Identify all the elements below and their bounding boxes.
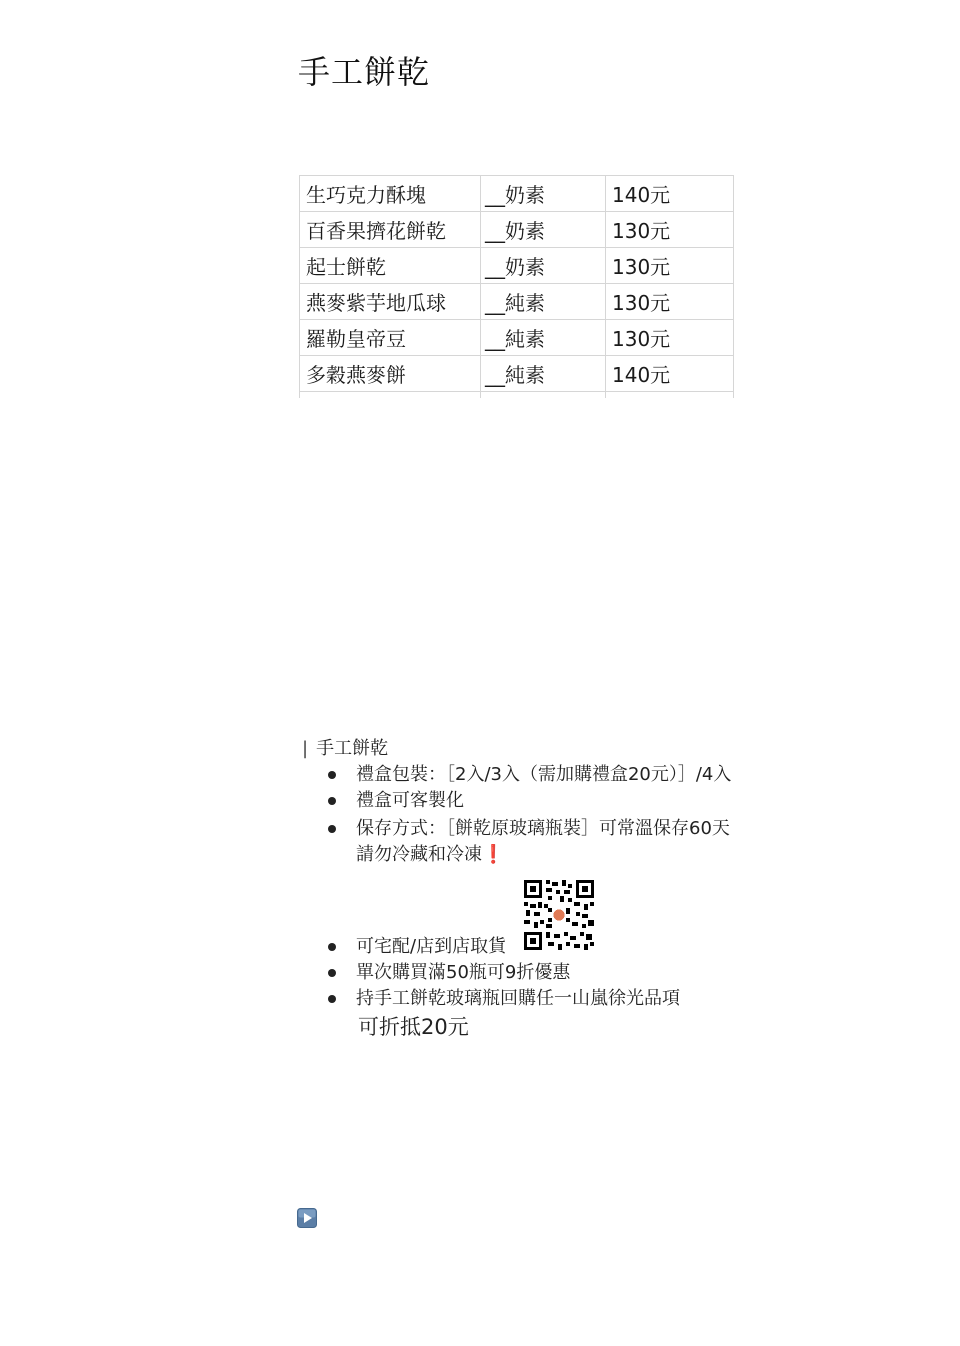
table-row bbox=[300, 320, 734, 356]
table-row bbox=[300, 248, 734, 284]
item-price: 130元 bbox=[606, 284, 734, 320]
qr-code-icon[interactable] bbox=[524, 880, 594, 950]
item-name: 多穀燕麥餅 bbox=[300, 356, 481, 392]
item-diet: __奶素 bbox=[481, 248, 606, 284]
item-name: 生巧克力酥塊 bbox=[300, 176, 481, 212]
section-heading bbox=[302, 736, 822, 762]
item-price: 140元 bbox=[606, 356, 734, 392]
discount-line: 可折抵20元 bbox=[358, 1015, 469, 1039]
bullet-icon bbox=[328, 825, 336, 833]
item-price: 140元 bbox=[606, 176, 734, 212]
item-name: 起士餅乾 bbox=[300, 248, 481, 284]
table-row bbox=[300, 212, 734, 248]
empty-cell bbox=[300, 392, 481, 399]
item-diet: __奶素 bbox=[481, 176, 606, 212]
list-item bbox=[302, 986, 822, 1012]
list-item bbox=[302, 816, 822, 868]
item-price: 130元 bbox=[606, 248, 734, 284]
list-item-text: 保存方式：［餅乾原玻璃瓶裝］可常溫保存60天 bbox=[356, 818, 730, 839]
bullet-icon bbox=[328, 797, 336, 805]
bullet-icon bbox=[328, 969, 336, 977]
item-diet: __奶素 bbox=[481, 212, 606, 248]
heading-bar: | bbox=[302, 738, 309, 759]
item-diet: __純素 bbox=[481, 356, 606, 392]
play-button-icon[interactable] bbox=[297, 1208, 317, 1228]
bullet-icon bbox=[328, 995, 336, 1003]
list-item-text: 禮盒可客製化 bbox=[356, 790, 464, 811]
bullet-icon bbox=[328, 771, 336, 779]
section-heading-text: 手工餅乾 bbox=[316, 738, 389, 759]
list-item bbox=[302, 788, 822, 814]
table-row bbox=[300, 176, 734, 212]
bullet-icon bbox=[328, 943, 336, 951]
empty-cell bbox=[481, 392, 606, 399]
item-price: 130元 bbox=[606, 320, 734, 356]
storage-warning: 請勿冷藏和冷凍 bbox=[356, 844, 482, 865]
item-name: 百香果擠花餅乾 bbox=[300, 212, 481, 248]
table-row bbox=[300, 356, 734, 392]
list-item bbox=[302, 762, 822, 788]
table-row-empty bbox=[300, 392, 734, 399]
list-item-text: 禮盒包裝：［2入/3入（需加購禮盒20元）］/4入 bbox=[356, 764, 732, 785]
item-diet: __純素 bbox=[481, 284, 606, 320]
empty-cell bbox=[606, 392, 734, 399]
item-price: 130元 bbox=[606, 212, 734, 248]
menu-table bbox=[299, 175, 734, 398]
info-section bbox=[302, 736, 822, 1042]
item-name: 燕麥紫芋地瓜球 bbox=[300, 284, 481, 320]
page-title: 手工餅乾 bbox=[298, 53, 431, 91]
item-diet: __純素 bbox=[481, 320, 606, 356]
list-item-text: 可宅配/店到店取貨 bbox=[356, 936, 507, 957]
item-name: 羅勒皇帝豆 bbox=[300, 320, 481, 356]
table-row bbox=[300, 284, 734, 320]
exclamation-icon: ❗ bbox=[482, 844, 505, 865]
list-item-text: 單次購買滿50瓶可9折優惠 bbox=[356, 962, 571, 983]
list-item bbox=[302, 960, 822, 986]
list-item-text: 持手工餅乾玻璃瓶回購任一山嵐徐光品項 bbox=[356, 988, 680, 1009]
